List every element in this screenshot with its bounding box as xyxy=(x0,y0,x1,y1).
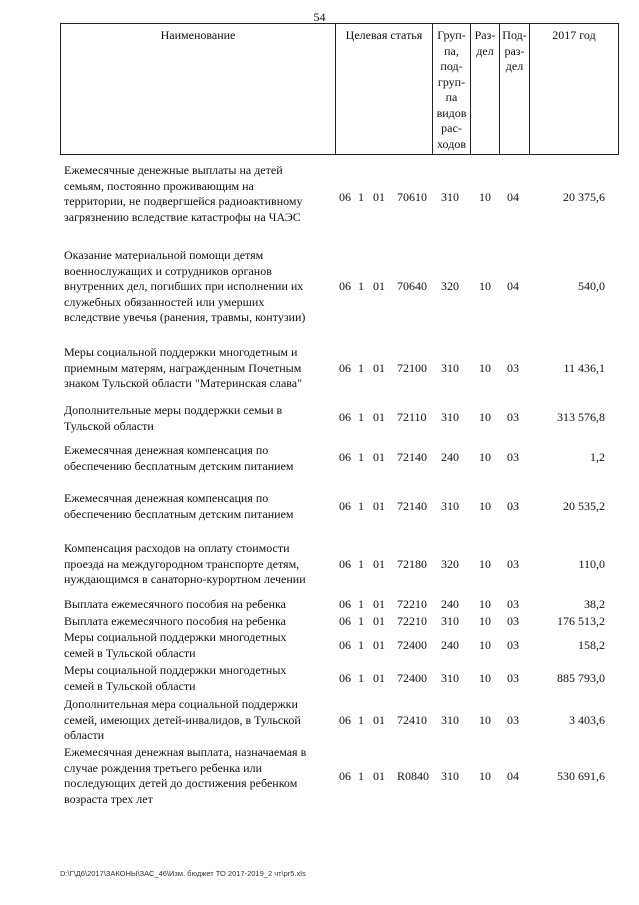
row-section: 10 xyxy=(479,450,491,464)
row-code-main-event: 01 xyxy=(373,671,385,685)
row-code-main-event: 01 xyxy=(373,450,385,464)
row-code-program: 06 xyxy=(339,450,351,464)
row-code-main-event: 01 xyxy=(373,614,385,628)
row-code-subprogram: 1 xyxy=(358,410,364,424)
row-name-line: Ежемесячная денежная компенсация по xyxy=(64,443,269,457)
header-group-line: груп- xyxy=(437,74,466,89)
row-amount: 3 403,6 xyxy=(569,713,605,727)
row-code-subprogram: 1 xyxy=(358,361,364,375)
row-amount: 530 691,6 xyxy=(557,769,605,783)
row-subsection: 03 xyxy=(507,638,519,652)
row-code-direction: 72140 xyxy=(397,499,427,513)
row-group: 240 xyxy=(441,638,459,652)
row-code-direction: 72180 xyxy=(397,557,427,571)
row-code-subprogram: 1 xyxy=(358,638,364,652)
row-code-subprogram: 1 xyxy=(358,450,364,464)
row-name-line: семей, имеющих детей-инвалидов, в Тульской xyxy=(64,712,301,727)
row-code-main-event: 01 xyxy=(373,190,385,204)
row-name xyxy=(64,745,334,807)
row-name-line: служебных обязанностей или умерших xyxy=(64,294,265,309)
row-name-line: проезда на междугородном транспорте детям, xyxy=(64,556,300,571)
row-group: 240 xyxy=(441,597,459,611)
row-code-program: 06 xyxy=(339,557,351,571)
row-name xyxy=(64,663,334,694)
header-group-line: под- xyxy=(440,59,463,73)
header-section-line: Раз- xyxy=(474,28,496,42)
row-section: 10 xyxy=(479,557,491,571)
row-subsection: 03 xyxy=(507,450,519,464)
row-section: 10 xyxy=(479,597,491,611)
row-name-line: Компенсация расходов на оплату стоимости xyxy=(64,541,290,555)
row-group: 320 xyxy=(441,279,459,293)
row-code-subprogram: 1 xyxy=(358,279,364,293)
header-group xyxy=(433,24,471,154)
row-amount: 540,0 xyxy=(578,279,605,293)
row-code-subprogram: 1 xyxy=(358,713,364,727)
row-name-line: семей в Тульской области xyxy=(64,678,196,693)
row-subsection: 04 xyxy=(507,279,519,293)
row-code-direction: 72400 xyxy=(397,671,427,685)
row-name-line: семей в Тульской области xyxy=(64,645,196,660)
header-subsection-line: дел xyxy=(505,59,524,73)
row-group: 310 xyxy=(441,769,459,783)
row-code-subprogram: 1 xyxy=(358,671,364,685)
header-group-line: ходов xyxy=(437,136,466,151)
row-subsection: 03 xyxy=(507,713,519,727)
file-path-footer: D:\Г\Д6\2017\ЗАКОНЫ\ЗАС_46\Изм. бюджет ТО 2017-2019_2 чт\pr5.xls xyxy=(60,869,306,878)
row-code-program: 06 xyxy=(339,499,351,513)
header-subsection xyxy=(500,24,530,154)
table-header xyxy=(60,23,619,155)
row-group: 320 xyxy=(441,557,459,571)
row-name xyxy=(64,597,334,613)
row-name-line: военнослужащих и сотрудников органов xyxy=(64,263,272,278)
row-code-direction: 72110 xyxy=(397,410,427,424)
row-name xyxy=(64,491,334,522)
header-subsection-line: раз- xyxy=(504,43,525,58)
row-section: 10 xyxy=(479,190,491,204)
row-name-line: Ежемесячные денежные выплаты на детей xyxy=(64,163,283,177)
row-code-subprogram: 1 xyxy=(358,614,364,628)
row-code-direction: 72100 xyxy=(397,361,427,375)
row-section: 10 xyxy=(479,671,491,685)
header-year xyxy=(530,24,618,154)
row-name-line: Ежемесячная денежная компенсация по xyxy=(64,491,269,505)
row-name xyxy=(64,697,334,744)
header-section xyxy=(471,24,500,154)
row-code-main-event: 01 xyxy=(373,597,385,611)
row-name-line: Меры социальной поддержки многодетным и xyxy=(64,345,298,359)
row-amount: 38,2 xyxy=(584,597,605,611)
row-amount: 885 793,0 xyxy=(557,671,605,685)
row-code-program: 06 xyxy=(339,713,351,727)
row-code-direction: 72410 xyxy=(397,713,427,727)
page-number: 54 xyxy=(313,10,326,24)
row-group: 310 xyxy=(441,410,459,424)
row-code-direction: 72400 xyxy=(397,638,427,652)
row-group: 310 xyxy=(441,713,459,727)
row-section: 10 xyxy=(479,499,491,513)
row-code-direction: R0840 xyxy=(397,769,430,783)
row-name-line: нуждающимся в санаторно-курортном лечении xyxy=(64,572,306,587)
row-code-program: 06 xyxy=(339,190,351,204)
row-amount: 176 513,2 xyxy=(557,614,605,628)
row-subsection: 03 xyxy=(507,597,519,611)
row-name-line: Меры социальной поддержки многодетных xyxy=(64,630,287,644)
row-section: 10 xyxy=(479,410,491,424)
header-section-line: дел xyxy=(476,43,494,58)
header-group-line: Груп- xyxy=(437,28,466,42)
row-name xyxy=(64,541,334,588)
row-subsection: 03 xyxy=(507,410,519,424)
row-name xyxy=(64,345,334,392)
row-amount: 1,2 xyxy=(590,450,605,464)
row-subsection: 04 xyxy=(507,769,519,783)
row-section: 10 xyxy=(479,713,491,727)
header-target-label: Целевая статья xyxy=(345,28,423,42)
row-subsection: 03 xyxy=(507,671,519,685)
row-amount: 11 436,1 xyxy=(563,361,605,375)
row-code-direction: 70640 xyxy=(397,279,427,293)
row-code-subprogram: 1 xyxy=(358,597,364,611)
row-name xyxy=(64,403,334,434)
row-name-line: обеспечению бесплатным детским питанием xyxy=(64,458,294,473)
row-group: 310 xyxy=(441,614,459,628)
row-code-program: 06 xyxy=(339,769,351,783)
row-section: 10 xyxy=(479,769,491,783)
row-code-program: 06 xyxy=(339,410,351,424)
row-subsection: 03 xyxy=(507,614,519,628)
row-code-main-event: 01 xyxy=(373,361,385,375)
row-name-line: Оказание материальной помощи детям xyxy=(64,248,264,262)
header-group-line: па xyxy=(445,90,458,104)
row-name xyxy=(64,163,334,225)
row-code-subprogram: 1 xyxy=(358,769,364,783)
row-name-line: области xyxy=(64,728,105,743)
row-name-line: семьям, постоянно проживающим на xyxy=(64,178,254,193)
row-code-program: 06 xyxy=(339,638,351,652)
row-subsection: 04 xyxy=(507,190,519,204)
row-name xyxy=(64,443,334,474)
row-name-line: последующих детей до достижения ребенком xyxy=(64,776,298,791)
row-code-subprogram: 1 xyxy=(358,499,364,513)
row-group: 310 xyxy=(441,499,459,513)
row-subsection: 03 xyxy=(507,557,519,571)
row-group: 310 xyxy=(441,190,459,204)
row-name-line: внутренних дел, погибших при исполнении их xyxy=(64,279,304,294)
row-code-program: 06 xyxy=(339,597,351,611)
row-code-main-event: 01 xyxy=(373,769,385,783)
row-code-program: 06 xyxy=(339,671,351,685)
row-name-line: загрязнению вследствие катастрофы на ЧАЭС xyxy=(64,209,301,224)
row-name-line: Выплата ежемесячного пособия на ребенка xyxy=(64,597,286,611)
row-name-line: случае рождения третьего ребенка или xyxy=(64,760,262,775)
row-code-subprogram: 1 xyxy=(358,190,364,204)
row-code-direction: 70610 xyxy=(397,190,427,204)
row-name-line: территории, не подвергшейся радиоактивному xyxy=(64,194,303,209)
row-amount: 313 576,8 xyxy=(557,410,605,424)
row-name-line: Тульской области xyxy=(64,418,154,433)
header-group-line: видов xyxy=(436,105,467,120)
row-section: 10 xyxy=(479,361,491,375)
row-name-line: Ежемесячная денежная выплата, назначаемая в xyxy=(64,745,307,759)
row-name-line: Выплата ежемесячного пособия на ребенка xyxy=(64,614,286,628)
row-name-line: Меры социальной поддержки многодетных xyxy=(64,663,287,677)
row-code-program: 06 xyxy=(339,279,351,293)
row-code-main-event: 01 xyxy=(373,713,385,727)
header-target-article xyxy=(336,24,433,154)
row-name-line: вследствие увечья (ранения, травмы, контузии) xyxy=(64,310,306,325)
row-code-main-event: 01 xyxy=(373,279,385,293)
row-code-main-event: 01 xyxy=(373,499,385,513)
row-name xyxy=(64,248,334,326)
row-code-main-event: 01 xyxy=(373,557,385,571)
row-name-line: приемным матерям, награжденным Почетным xyxy=(64,360,302,375)
header-group-line: рас- xyxy=(441,121,462,135)
header-year-label: 2017 год xyxy=(552,28,596,42)
row-name xyxy=(64,630,334,661)
row-code-direction: 72210 xyxy=(397,597,427,611)
row-code-direction: 72210 xyxy=(397,614,427,628)
row-group: 310 xyxy=(441,361,459,375)
row-name-line: обеспечению бесплатным детским питанием xyxy=(64,506,294,521)
row-group: 310 xyxy=(441,671,459,685)
row-code-subprogram: 1 xyxy=(358,557,364,571)
row-section: 10 xyxy=(479,614,491,628)
header-name xyxy=(61,24,336,154)
row-name-line: возраста трех лет xyxy=(64,791,153,806)
row-code-direction: 72140 xyxy=(397,450,427,464)
row-name-line: Дополнительная мера социальной поддержки xyxy=(64,697,298,711)
row-code-main-event: 01 xyxy=(373,638,385,652)
row-amount: 158,2 xyxy=(578,638,605,652)
row-group: 240 xyxy=(441,450,459,464)
row-subsection: 03 xyxy=(507,361,519,375)
row-code-program: 06 xyxy=(339,361,351,375)
row-code-program: 06 xyxy=(339,614,351,628)
row-name-line: Дополнительные меры поддержки семьи в xyxy=(64,403,283,417)
row-section: 10 xyxy=(479,279,491,293)
row-amount: 110,0 xyxy=(578,557,605,571)
header-group-line: па, xyxy=(444,43,459,58)
row-subsection: 03 xyxy=(507,499,519,513)
row-amount: 20 375,6 xyxy=(563,190,605,204)
row-name-line: знаком Тульской области "Материнская слава" xyxy=(64,376,303,391)
row-code-main-event: 01 xyxy=(373,410,385,424)
row-amount: 20 535,2 xyxy=(563,499,605,513)
header-name-label: Наименование xyxy=(160,28,236,42)
row-section: 10 xyxy=(479,638,491,652)
row-name xyxy=(64,614,334,630)
header-subsection-line: Под- xyxy=(502,28,527,42)
